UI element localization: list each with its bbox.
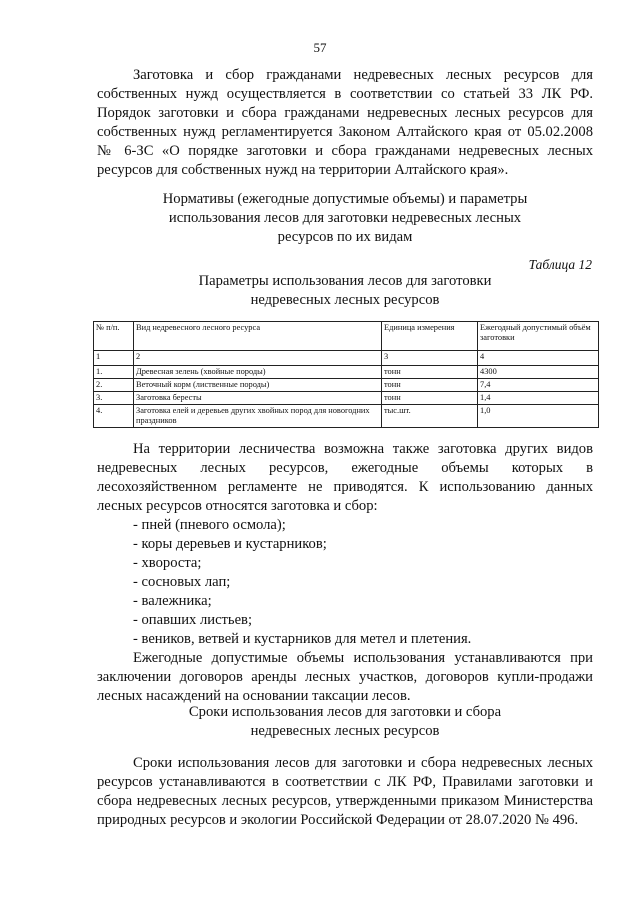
list-item: - опавших листьев; [133,612,253,628]
terms-paragraph: Сроки использования лесов для заготовки и сбора недревесных лесных ресурсов устанавливаются в соответствии с ЛК РФ, Правилами заготовки и сбора недревесных лесных ресурсов, утвержденными приказом Министерства природных ресурсов и экологии Российской Федерации от 28.07.2020 № 496. [97,755,593,828]
other-resources-paragraph: На территории лесничества возможна также заготовка других видов недревесных лесных ресурсов, ежегодные объемы которых в лесохозяйственном регламенте не приводятся. К использованию данных лесных ресурсов относятся заготовка и сбор: [97,441,593,514]
parameters-table [93,321,599,428]
table-header-row [94,322,599,351]
other-resources-block [97,440,593,706]
table-cell: Древесная зелень (хвойные породы) [134,366,382,379]
table-cell: 3. [94,392,134,405]
table-title-line: Параметры использования лесов для заготовки [198,273,492,289]
table-cell: Заготовка елей и деревьев других хвойных пород для новогодних праздников [134,405,382,428]
table-title [97,272,593,310]
table-cell: Заготовка бересты [134,392,382,405]
list-item: - пней (пневого осмола); [133,517,286,533]
header-cell-unit: Единица измерения [382,322,478,351]
header-cell-annual-volume: Ежегодный допустимый объём заготовки [478,322,599,351]
table-row [94,379,599,392]
table-cell: 4300 [478,366,599,379]
table-numbering-row [94,351,599,366]
table-cell: тонн [382,366,478,379]
terms-heading [97,703,593,741]
terms-heading-line: Сроки использования лесов для заготовки и сбора [188,704,502,720]
resource-list [97,516,593,649]
table-cell: 1,4 [478,392,599,405]
list-item: - сосновых лап; [133,574,231,590]
page-number: 57 [313,40,327,55]
header-cell-number: № п/п. [94,322,134,351]
table-cell: 4. [94,405,134,428]
table-cell: тыс.шт. [382,405,478,428]
section-heading-line: Нормативы (ежегодные допустимые объемы) и параметры [162,191,528,207]
table-cell: 2. [94,379,134,392]
table-cell: тонн [382,379,478,392]
list-item: - коры деревьев и кустарников; [133,536,327,552]
terms-paragraph-block [97,754,593,830]
intro-paragraph-block [97,66,593,180]
section-heading [97,190,593,247]
table-label: Таблица 12 [528,257,592,272]
terms-heading-line: недревесных лесных ресурсов [250,723,440,739]
table-row [94,405,599,428]
table-cell: 1,0 [478,405,599,428]
table-cell: 2 [134,351,382,366]
table-row [94,366,599,379]
table-cell: 3 [382,351,478,366]
table-row [94,392,599,405]
list-item: - веников, ветвей и кустарников для метел и плетения. [133,631,472,647]
table-cell: 1. [94,366,134,379]
table-title-line: недревесных лесных ресурсов [250,292,440,308]
table-cell: 4 [478,351,599,366]
section-heading-line: ресурсов по их видам [277,229,413,245]
table-cell: тонн [382,392,478,405]
table-cell: 7,4 [478,379,599,392]
list-item: - хвороста; [133,555,202,571]
intro-paragraph: Заготовка и сбор гражданами недревесных лесных ресурсов для собственных нужд осуществляется в соответствии со статьей 33 ЛК РФ. Порядок заготовки и сбора гражданами недревесных лесных ресурсов для собственных нужд регламентируется Законом Алтайского края от 05.02.2008 № 6-ЗС «О порядке заготовки и сбора гражданами недревесных лесных ресурсов для собственных нужд на территории Алтайского края». [97,67,593,178]
section-heading-line: использования лесов для заготовки недревесных лесных [168,210,522,226]
list-item: - валежника; [133,593,212,609]
header-cell-resource-type: Вид недревесного лесного ресурса [134,322,382,351]
table-cell: Веточный корм (лиственные породы) [134,379,382,392]
volumes-paragraph: Ежегодные допустимые объемы использования устанавливаются при заключении договоров аренды лесных участков, договоров купли-продажи лесных насаждений на основании таксации лесов. [97,650,593,704]
table-cell: 1 [94,351,134,366]
